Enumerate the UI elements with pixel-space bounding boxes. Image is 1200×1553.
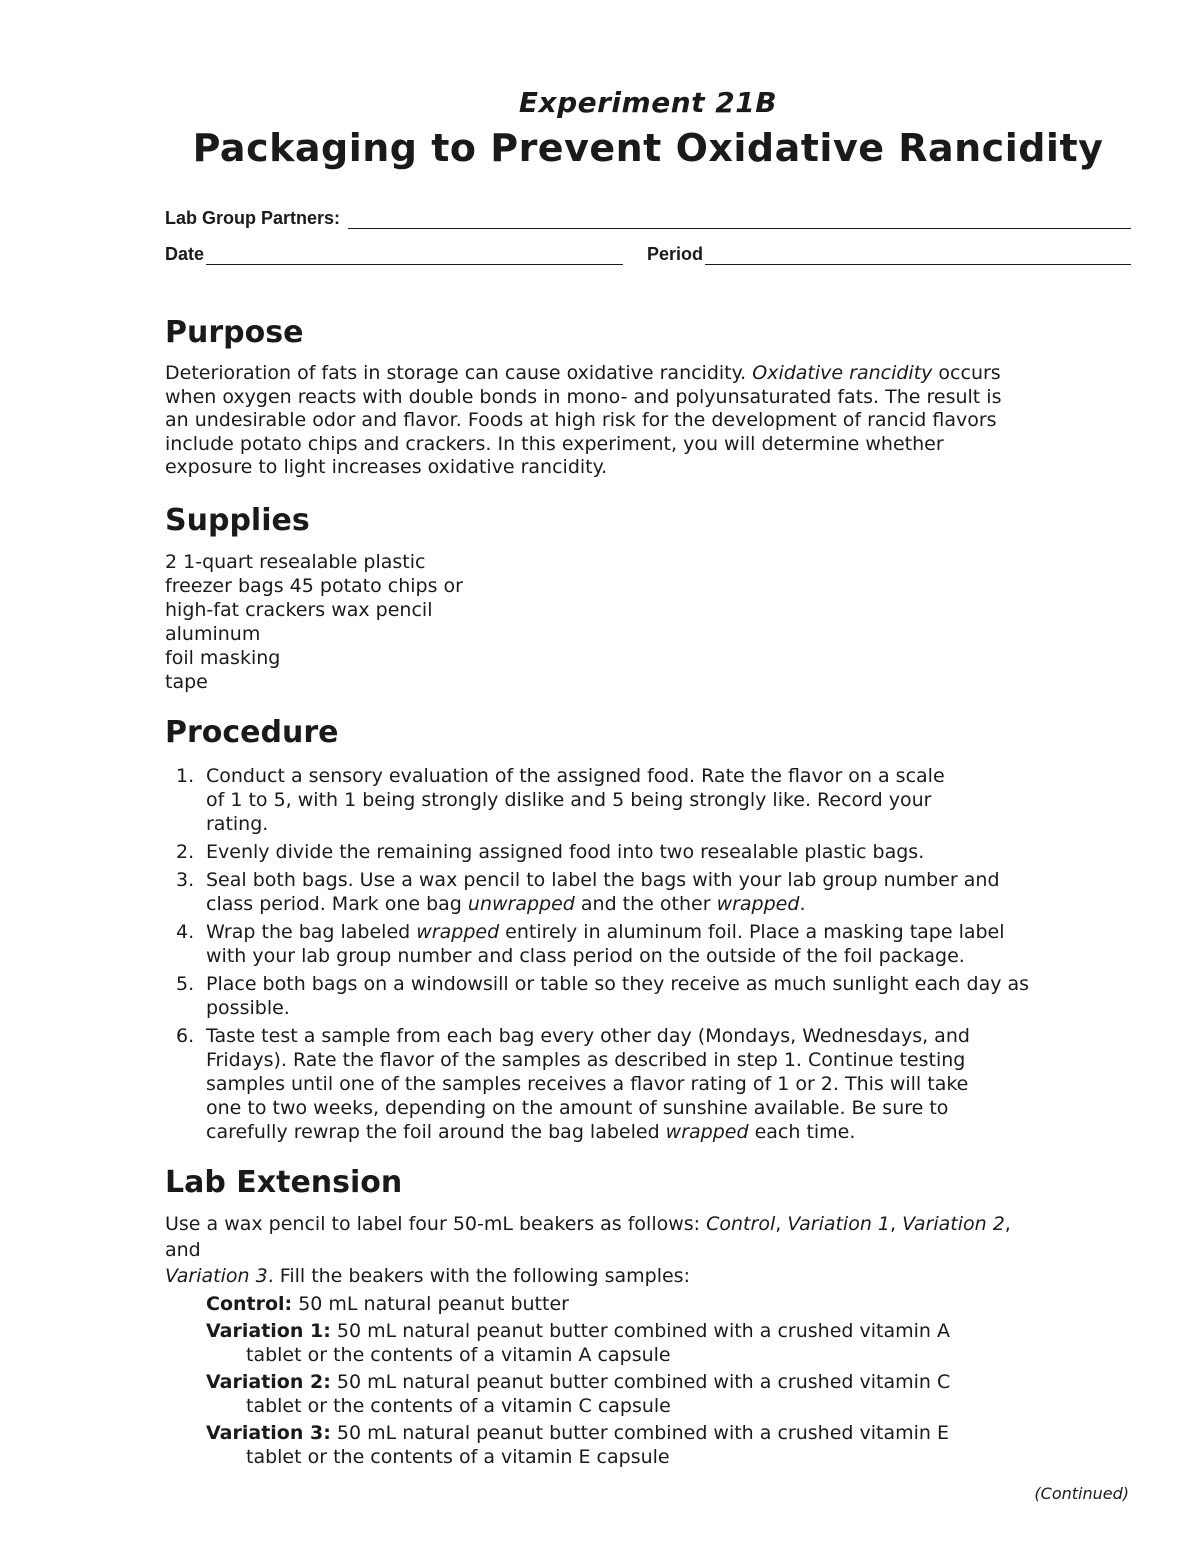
extension-intro — [165, 1211, 1155, 1289]
italic-term: Oxidative rancidity — [752, 362, 933, 384]
text-run: Wrap the bag labeled — [206, 921, 417, 943]
sample-item — [206, 1421, 1106, 1469]
text-line — [206, 1072, 1155, 1096]
sample-description: 50 mL natural peanut butter combined with a crushed vitamin A — [336, 1320, 950, 1342]
procedure-heading: Procedure — [165, 715, 339, 750]
text-line — [206, 892, 1155, 916]
sample-label: Variation 1: — [206, 1320, 331, 1342]
supplies-heading: Supplies — [165, 503, 310, 538]
text-run: Deterioration of fats in storage can cause oxidative rancidity. — [165, 362, 753, 384]
sample-description: tablet or the contents of a vitamin E capsule — [246, 1446, 670, 1468]
partners-field — [165, 208, 1131, 229]
text-run: . — [799, 893, 806, 915]
text-run: Seal both bags. Use a wax pencil to label the bags with your lab group number and — [206, 869, 1000, 891]
procedure-steps — [165, 764, 1155, 1148]
step-number: 6. — [176, 1025, 195, 1047]
text-run: and the other — [574, 893, 717, 915]
text-line — [206, 788, 1155, 812]
sample-item — [206, 1292, 1106, 1316]
sample-item — [206, 1370, 1106, 1418]
text-run: Evenly divide the remaining assigned food into two resealable plastic bags. — [206, 841, 925, 863]
text-run: an undesirable odor and flavor. Foods at high risk for the development of rancid flavors — [165, 409, 997, 431]
procedure-step — [165, 972, 1155, 1020]
text-line — [206, 868, 1155, 892]
sample-label: Control: — [206, 1293, 293, 1315]
period-label: Period — [647, 244, 704, 264]
italic-term: wrapped — [665, 1121, 749, 1143]
sample-description: 50 mL natural peanut butter combined with a crushed vitamin E — [336, 1422, 949, 1444]
text-run: . Fill the beakers with the following samples: — [267, 1265, 690, 1287]
italic-term: Variation 3 — [165, 1265, 268, 1287]
italic-term: Variation 2 — [902, 1213, 1005, 1235]
procedure-step — [165, 920, 1155, 968]
text-line — [206, 1120, 1155, 1144]
text-line — [206, 1048, 1155, 1072]
step-number: 1. — [176, 765, 195, 787]
procedure-step — [165, 1024, 1155, 1144]
supply-item: high-fat crackers wax pencil — [165, 599, 433, 621]
step-number: 3. — [176, 869, 195, 891]
continued-note: (Continued) — [1034, 1484, 1129, 1503]
text-line — [206, 996, 1155, 1020]
sample-item — [206, 1319, 1106, 1367]
page-title: Packaging to Prevent Oxidative Rancidity — [192, 126, 1104, 170]
period-field — [647, 244, 1131, 265]
text-run: each time. — [748, 1121, 856, 1143]
sample-list — [206, 1292, 1106, 1472]
supply-item: tape — [165, 671, 208, 693]
text-line — [165, 433, 1155, 457]
text-line — [165, 1237, 1155, 1263]
text-run: Place both bags on a windowsill or table so they receive as much sunlight each day as — [206, 973, 1030, 995]
text-run: one to two weeks, depending on the amount of sunshine available. Be sure to — [206, 1097, 949, 1119]
text-line — [206, 972, 1155, 996]
text-line — [165, 1211, 1155, 1237]
text-run: Conduct a sensory evaluation of the assigned food. Rate the flavor on a scale — [206, 765, 945, 787]
text-run: include potato chips and crackers. In this experiment, you will determine whether — [165, 432, 944, 455]
text-run: class period. Mark one bag — [206, 893, 468, 915]
experiment-label: Experiment 21B — [518, 86, 778, 119]
italic-term: Control — [706, 1213, 776, 1235]
text-line — [165, 409, 1155, 433]
supplies-list — [165, 550, 665, 694]
sample-description: 50 mL natural peanut butter combined with a crushed vitamin C — [336, 1371, 951, 1393]
supply-item: aluminum — [165, 623, 261, 645]
text-line — [165, 386, 1155, 410]
procedure-step — [165, 868, 1155, 916]
step-number: 4. — [176, 921, 195, 943]
italic-term: wrapped — [716, 893, 800, 915]
procedure-step — [165, 764, 1155, 836]
supply-item: freezer bags 45 potato chips or — [165, 575, 463, 597]
text-run: when oxygen reacts with double bonds in mono- and polyunsaturated fats. The result is — [165, 385, 1002, 408]
italic-term: wrapped — [416, 921, 500, 943]
sample-label: Variation 3: — [206, 1422, 331, 1444]
text-run: exposure to light increases oxidative rancidity. — [165, 456, 608, 478]
text-run: , — [775, 1213, 788, 1235]
partners-blank-line[interactable] — [348, 210, 1131, 229]
purpose-heading: Purpose — [165, 315, 304, 350]
step-number: 5. — [176, 973, 195, 995]
sample-description: 50 mL natural peanut butter — [298, 1293, 569, 1315]
text-run: , — [1004, 1213, 1011, 1235]
text-line — [206, 764, 1155, 788]
text-line — [165, 1263, 1155, 1289]
purpose-paragraph — [165, 362, 1155, 480]
sample-label: Variation 2: — [206, 1371, 331, 1393]
date-field — [165, 244, 623, 265]
text-run: with your lab group number and class period on the outside of the foil package. — [206, 945, 965, 967]
partners-label: Lab Group Partners: — [165, 208, 341, 228]
text-run: Fridays). Rate the flavor of the samples as described in step 1. Continue testing — [206, 1049, 966, 1071]
text-run: samples until one of the samples receives a flavor rating of 1 or 2. This will take — [206, 1073, 969, 1095]
text-run: of 1 to 5, with 1 being strongly dislike and 5 being strongly like. Record your — [206, 789, 932, 811]
italic-term: Variation 1 — [787, 1213, 891, 1235]
text-line — [206, 920, 1155, 944]
text-line — [206, 812, 1155, 836]
text-line — [206, 944, 1155, 968]
sample-description: tablet or the contents of a vitamin C capsule — [246, 1395, 671, 1417]
date-blank-line[interactable] — [206, 246, 623, 265]
date-label: Date — [165, 244, 205, 264]
text-run: and — [165, 1239, 201, 1261]
text-line — [206, 1096, 1155, 1120]
supply-item: 2 1-quart resealable plastic — [165, 551, 426, 573]
text-line — [165, 362, 1155, 386]
period-blank-line[interactable] — [705, 246, 1131, 265]
text-run: , — [890, 1213, 903, 1235]
supply-item: foil masking — [165, 647, 281, 669]
step-number: 2. — [176, 841, 195, 863]
text-line — [206, 1024, 1155, 1048]
procedure-step — [165, 840, 1155, 864]
text-run: carefully rewrap the foil around the bag labeled — [206, 1121, 666, 1143]
text-run: Use a wax pencil to label four 50-mL beakers as follows: — [165, 1213, 707, 1235]
text-run: possible. — [206, 997, 290, 1019]
text-run: rating. — [206, 813, 269, 835]
text-run: entirely in aluminum foil. Place a masking tape label — [499, 921, 1005, 943]
text-line — [165, 456, 1155, 480]
italic-term: unwrapped — [467, 893, 575, 915]
lab-extension-heading: Lab Extension — [165, 1165, 403, 1200]
text-line — [206, 840, 1155, 864]
text-run: occurs — [932, 362, 1001, 384]
sample-description: tablet or the contents of a vitamin A capsule — [246, 1344, 671, 1366]
text-run: Taste test a sample from each bag every other day (Mondays, Wednesdays, and — [206, 1025, 970, 1047]
